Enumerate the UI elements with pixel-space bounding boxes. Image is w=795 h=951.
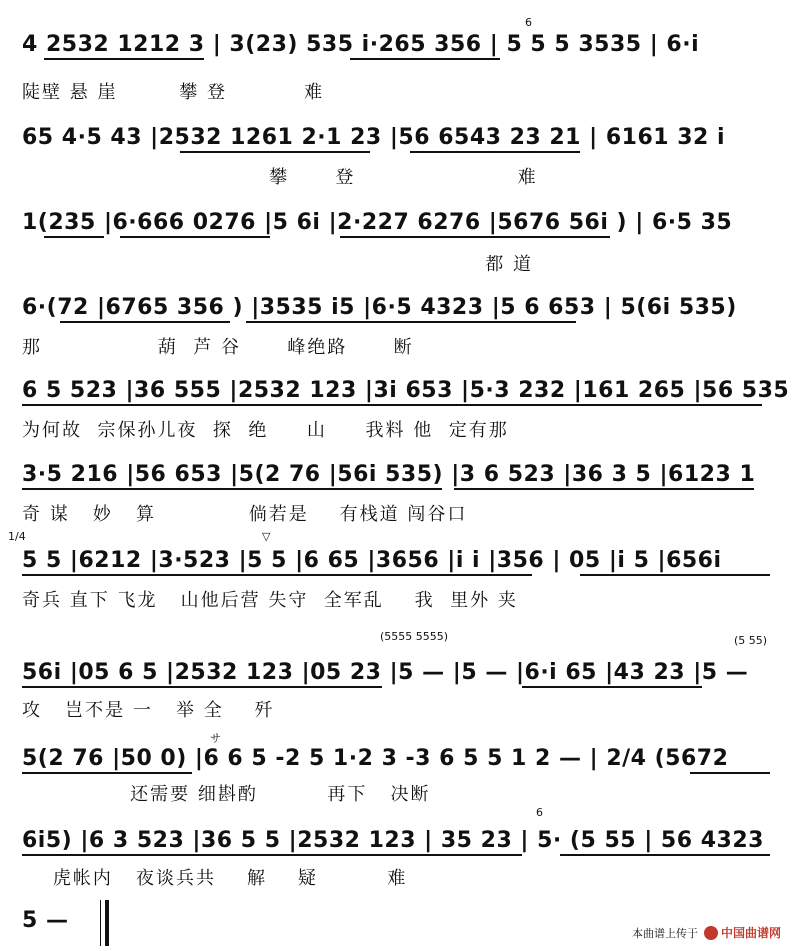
meter-mark: 1/4	[8, 530, 26, 543]
notes-row-5: 6 5 523 |36 555 |2532 123 |3i 653 |5·3 232 |161 265 |56 535	[22, 378, 790, 403]
underline	[22, 404, 762, 406]
lyrics-row-3: 都 道	[22, 254, 534, 275]
lyrics-row-9: 还需要 细斟酌 再下 决断	[22, 784, 431, 805]
underline	[22, 488, 442, 490]
underline	[180, 151, 370, 153]
paren-notes-right: (5 55)	[734, 634, 768, 647]
lyrics-row-1: 陡壁 悬 崖 攀 登 难	[22, 82, 325, 103]
site-logo-icon	[704, 926, 718, 940]
underline	[246, 321, 576, 323]
lyrics-row-5: 为何故 宗保孙儿夜 探 绝 山 我料 他 定有那	[22, 420, 509, 441]
lyrics-row-2: 攀 登 难	[22, 167, 538, 188]
notes-row-7: 5 5 |6212 |3·523 |5 5 |6 65 |3656 |i i |356 | 05 |i 5 |656i	[22, 548, 722, 573]
notes-row-3: 1(235 |6·666 0276 |5 6i |2·227 6276 |5676 56i ) | 6·5 35	[22, 210, 733, 235]
underline	[120, 236, 270, 238]
underline	[454, 488, 754, 490]
notes-row-9: 5(2 76 |50 0) |6 6 5 -2 5 1·2 3 -3 6 5 5 1 2 — | 2/4 (5672	[22, 746, 729, 771]
underline	[44, 58, 204, 60]
notes-row-1: 4 2532 1212 3 | 3(23) 535 i·265 356 | 5 5 5 3535 | 6·i	[22, 32, 700, 57]
notes-row-4: 6·(72 |6765 356 ) |3535 i5 |6·5 4323 |5 6 653 | 5(6i 535)	[22, 295, 737, 320]
underline	[44, 236, 104, 238]
lyrics-row-7: 奇兵 直下 飞龙 山他后营 失守 全军乱 我 里外 夹	[22, 590, 518, 611]
notes-row-8: 56i |05 6 5 |2532 123 |05 23 |5 — |5 — |6·i 65 |43 23 |5 —	[22, 660, 749, 685]
underline	[22, 772, 192, 774]
site-logo	[704, 924, 781, 941]
upload-footer	[632, 924, 781, 941]
underline	[522, 686, 702, 688]
lyrics-row-10: 虎帐内 夜谈兵共 解 疑 难	[22, 868, 408, 889]
underline	[22, 574, 532, 576]
grace-note-6: 6	[525, 16, 532, 29]
underline	[560, 854, 770, 856]
site-logo-text: 中国曲谱网	[720, 926, 781, 940]
free-rhythm-mark: サ	[210, 732, 221, 745]
upload-text: 本曲谱上传于	[631, 926, 698, 940]
notes-row-10: 6i5) |6 3 523 |36 5 5 |2532 123 | 35 23 | 5· (5 55 | 56 4323	[22, 828, 764, 853]
notes-row-2: 65 4·5 43 |2532 1261 2·1 23 |56 6543 23 21 | 6161 32 i	[22, 125, 726, 150]
underline	[690, 772, 770, 774]
grace-note-6: 6	[536, 806, 543, 819]
underline	[580, 574, 770, 576]
underline	[340, 236, 610, 238]
underline	[350, 58, 500, 60]
breath-mark: ▽	[262, 530, 271, 543]
final-barline-thick	[105, 900, 109, 946]
underline	[60, 321, 230, 323]
final-barline-thin	[100, 900, 101, 946]
lyrics-row-8: 攻 岂不是 一 举 全 歼	[22, 700, 275, 721]
underline	[22, 854, 522, 856]
lyrics-row-6: 奇 谋 妙 算 倘若是 有栈道 闯谷口	[22, 504, 468, 525]
notes-row-6: 3·5 216 |56 653 |5(2 76 |56i 535) |3 6 523 |36 3 5 |6123 1	[22, 462, 756, 487]
underline	[410, 151, 580, 153]
underline	[22, 686, 382, 688]
paren-notes-above: (5555 5555)	[380, 630, 449, 643]
lyrics-row-4: 那 葫 芦 谷 峰绝路 断	[22, 337, 414, 358]
final-notes: 5 —	[22, 908, 69, 933]
